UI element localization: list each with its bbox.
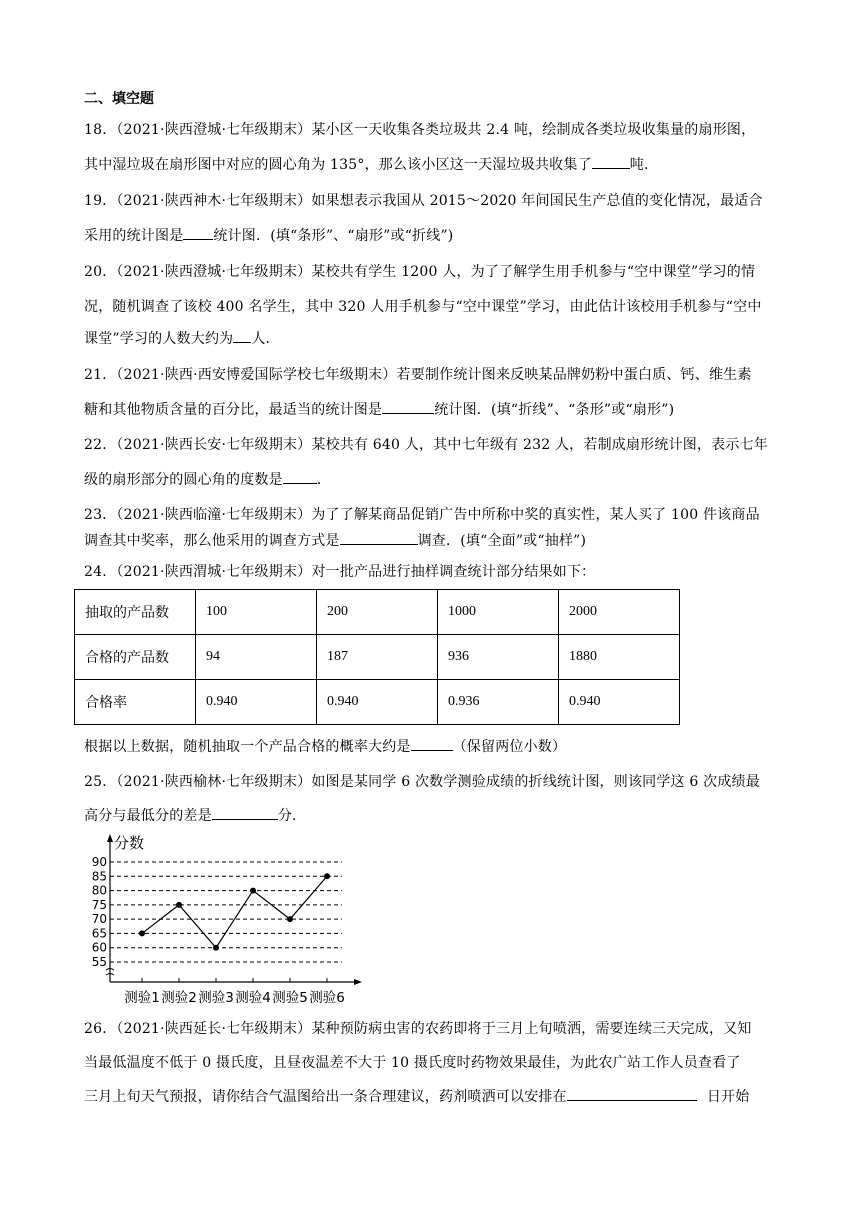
- q21-line1: 21．（2021·陕西·西安博爱国际学校七年级期末）若要制作统计图来反映某品牌奶粉中蛋白质、钙、维生素: [84, 367, 752, 383]
- x-tick-label: 测验6: [309, 990, 345, 1006]
- table-cell: 1000: [438, 590, 559, 635]
- data-point: [176, 902, 182, 908]
- q20-line1: 20．（2021·陕西澄城·七年级期末）某校共有学生 1200 人，为了了解学生用手机参与“空中课堂”学习的情: [84, 264, 756, 280]
- q22-answer-blank[interactable]: [283, 469, 317, 484]
- y-tick-label: 75: [91, 897, 107, 912]
- section-title: 二、填空题: [84, 91, 154, 107]
- q20-line3: [84, 328, 280, 348]
- q25-line2a: 高分与最低分的差是: [84, 808, 212, 824]
- data-point: [324, 873, 330, 879]
- table-row: [75, 680, 680, 725]
- q24-after-a: 根据以上数据，随机抽取一个产品合格的概率大约是: [84, 739, 411, 755]
- series-line: [142, 876, 327, 947]
- q21-line2: [84, 399, 674, 419]
- table-cell: 0.940: [559, 680, 680, 725]
- score-line-chart: [80, 828, 370, 1010]
- q23-line1: 23．（2021·陕西临潼·七年级期末）为了了解某商品促销广告中所称中奖的真实性，某人买了 100 件该商品: [84, 507, 760, 523]
- q25-answer-blank[interactable]: [212, 805, 278, 820]
- q26-line3a: 三月上旬天气预报，请你结合气温图给出一条合理建议，药剂喷洒可以安排在: [84, 1089, 567, 1105]
- q24-line1: 24．（2021·陕西渭城·七年级期末）对一批产品进行抽样调查统计部分结果如下：: [84, 564, 596, 580]
- x-axis-arrow: [354, 979, 362, 985]
- q21-line2b: 统计图．(填“折线”、“条形”或“扇形”): [434, 402, 675, 418]
- table-cell: 0.936: [438, 680, 559, 725]
- q18-line2a: 其中湿垃圾在扇形图中对应的圆心角为 135°，那么该小区这一天湿垃圾共收集了: [84, 157, 592, 173]
- q21-line2a: 糖和其他物质含量的百分比，最适当的统计图是: [84, 402, 383, 418]
- q20-line3b: 人．: [251, 331, 280, 347]
- data-point: [139, 930, 145, 936]
- table-cell: 100: [196, 590, 317, 635]
- q26-line3: [84, 1086, 749, 1106]
- q19-answer-blank[interactable]: [183, 225, 213, 240]
- y-tick-label: 55: [91, 955, 107, 969]
- q19-line2a: 采用的统计图是: [84, 228, 184, 244]
- table-row: [75, 590, 680, 635]
- q18-answer-blank[interactable]: [592, 154, 630, 169]
- q20-line3a: 课堂”学习的人数大约为: [84, 331, 234, 347]
- q20-answer-blank[interactable]: [233, 328, 251, 343]
- q24-after-b: （保留两位小数）: [452, 739, 567, 755]
- data-point: [213, 945, 219, 951]
- table-cell: 合格率: [75, 680, 196, 725]
- y-axis-label: 分数: [114, 834, 145, 852]
- results-table: [74, 589, 680, 725]
- q23-line2b: 调查．(填“全面”或“抽样”): [417, 533, 587, 549]
- table-cell: 2000: [559, 590, 680, 635]
- q25-line2b: 分．: [277, 808, 307, 824]
- q22-line2: [84, 469, 331, 489]
- q26-line2: 当最低温度不低于 0 摄氏度，且昼夜温差不大于 10 摄氏度时药物效果最佳，为此农广站工作人员查看了: [84, 1055, 741, 1071]
- y-tick-label: 65: [91, 926, 107, 941]
- y-tick-label: 90: [91, 855, 107, 869]
- x-tick-label: 测验2: [161, 990, 197, 1006]
- q19-line1: 19．（2021·陕西神木·七年级期末）如果想表示我国从 2015～2020 年间国民生产总值的变化情况，最适合: [84, 193, 763, 209]
- y-tick-label: 80: [91, 883, 107, 898]
- q18-line2b: 吨．: [629, 157, 659, 173]
- data-point: [250, 888, 256, 894]
- q22-line1: 22．（2021·陕西长安·七年级期末）某校共有 640 人，其中七年级有 232 人，若制成扇形统计图，表示七年: [84, 437, 768, 453]
- q23-line2: [84, 530, 586, 550]
- q22-line2b: ．: [316, 472, 332, 488]
- table-cell: 0.940: [317, 680, 438, 725]
- q19-line2b: 统计图．(填“条形”、“扇形”或“折线”): [213, 228, 454, 244]
- table-cell: 200: [317, 590, 438, 635]
- q26-line3b: 日开始: [706, 1089, 750, 1105]
- table-cell: 合格的产品数: [75, 635, 196, 680]
- q18-line1: 18．（2021·陕西澄城·七年级期末）某小区一天收集各类垃圾共 2.4 吨，绘制成各类垃圾收集量的扇形图，: [84, 122, 756, 138]
- table-cell: 936: [438, 635, 559, 680]
- x-tick-label: 测验3: [198, 990, 234, 1006]
- table-row: [75, 635, 680, 680]
- y-tick-label: 85: [91, 869, 107, 884]
- q18-line2: [84, 154, 658, 174]
- y-tick-label: 60: [91, 940, 107, 955]
- q19-line2: [84, 225, 453, 245]
- y-axis-arrow: [107, 834, 113, 842]
- q20-line2: 况，随机调查了该校 400 名学生，其中 320 人用手机参与“空中课堂”学习，由此估计该校用手机参与“空中: [84, 299, 762, 315]
- q22-line2a: 级的扇形部分的圆心角的度数是: [84, 472, 283, 488]
- q23-line2a: 调查其中奖率，那么他采用的调查方式是: [84, 533, 340, 549]
- q26-answer-blank[interactable]: [567, 1086, 697, 1101]
- y-tick-label: 70: [91, 912, 107, 927]
- x-tick-label: 测验4: [235, 990, 271, 1006]
- x-tick-label: 测验1: [124, 990, 160, 1006]
- q25-line2: [84, 805, 306, 825]
- x-tick-label: 测验5: [272, 990, 308, 1006]
- q23-answer-blank[interactable]: [340, 530, 418, 545]
- table-cell: 抽取的产品数: [75, 590, 196, 635]
- q21-answer-blank[interactable]: [382, 399, 434, 414]
- table-cell: 1880: [559, 635, 680, 680]
- q24-after: [84, 736, 566, 756]
- table-cell: 187: [317, 635, 438, 680]
- table-cell: 94: [196, 635, 317, 680]
- q26-line1: 26．（2021·陕西延长·七年级期末）某种预防病虫害的农药即将于三月上旬喷洒，需要连续三天完成，又知: [84, 1021, 752, 1037]
- data-point: [287, 916, 293, 922]
- q25-line1: 25．（2021·陕西榆林·七年级期末）如图是某同学 6 次数学测验成绩的折线统计图，则该同学这 6 次成绩最: [84, 774, 760, 790]
- table-cell: 0.940: [196, 680, 317, 725]
- q24-answer-blank[interactable]: [411, 736, 453, 751]
